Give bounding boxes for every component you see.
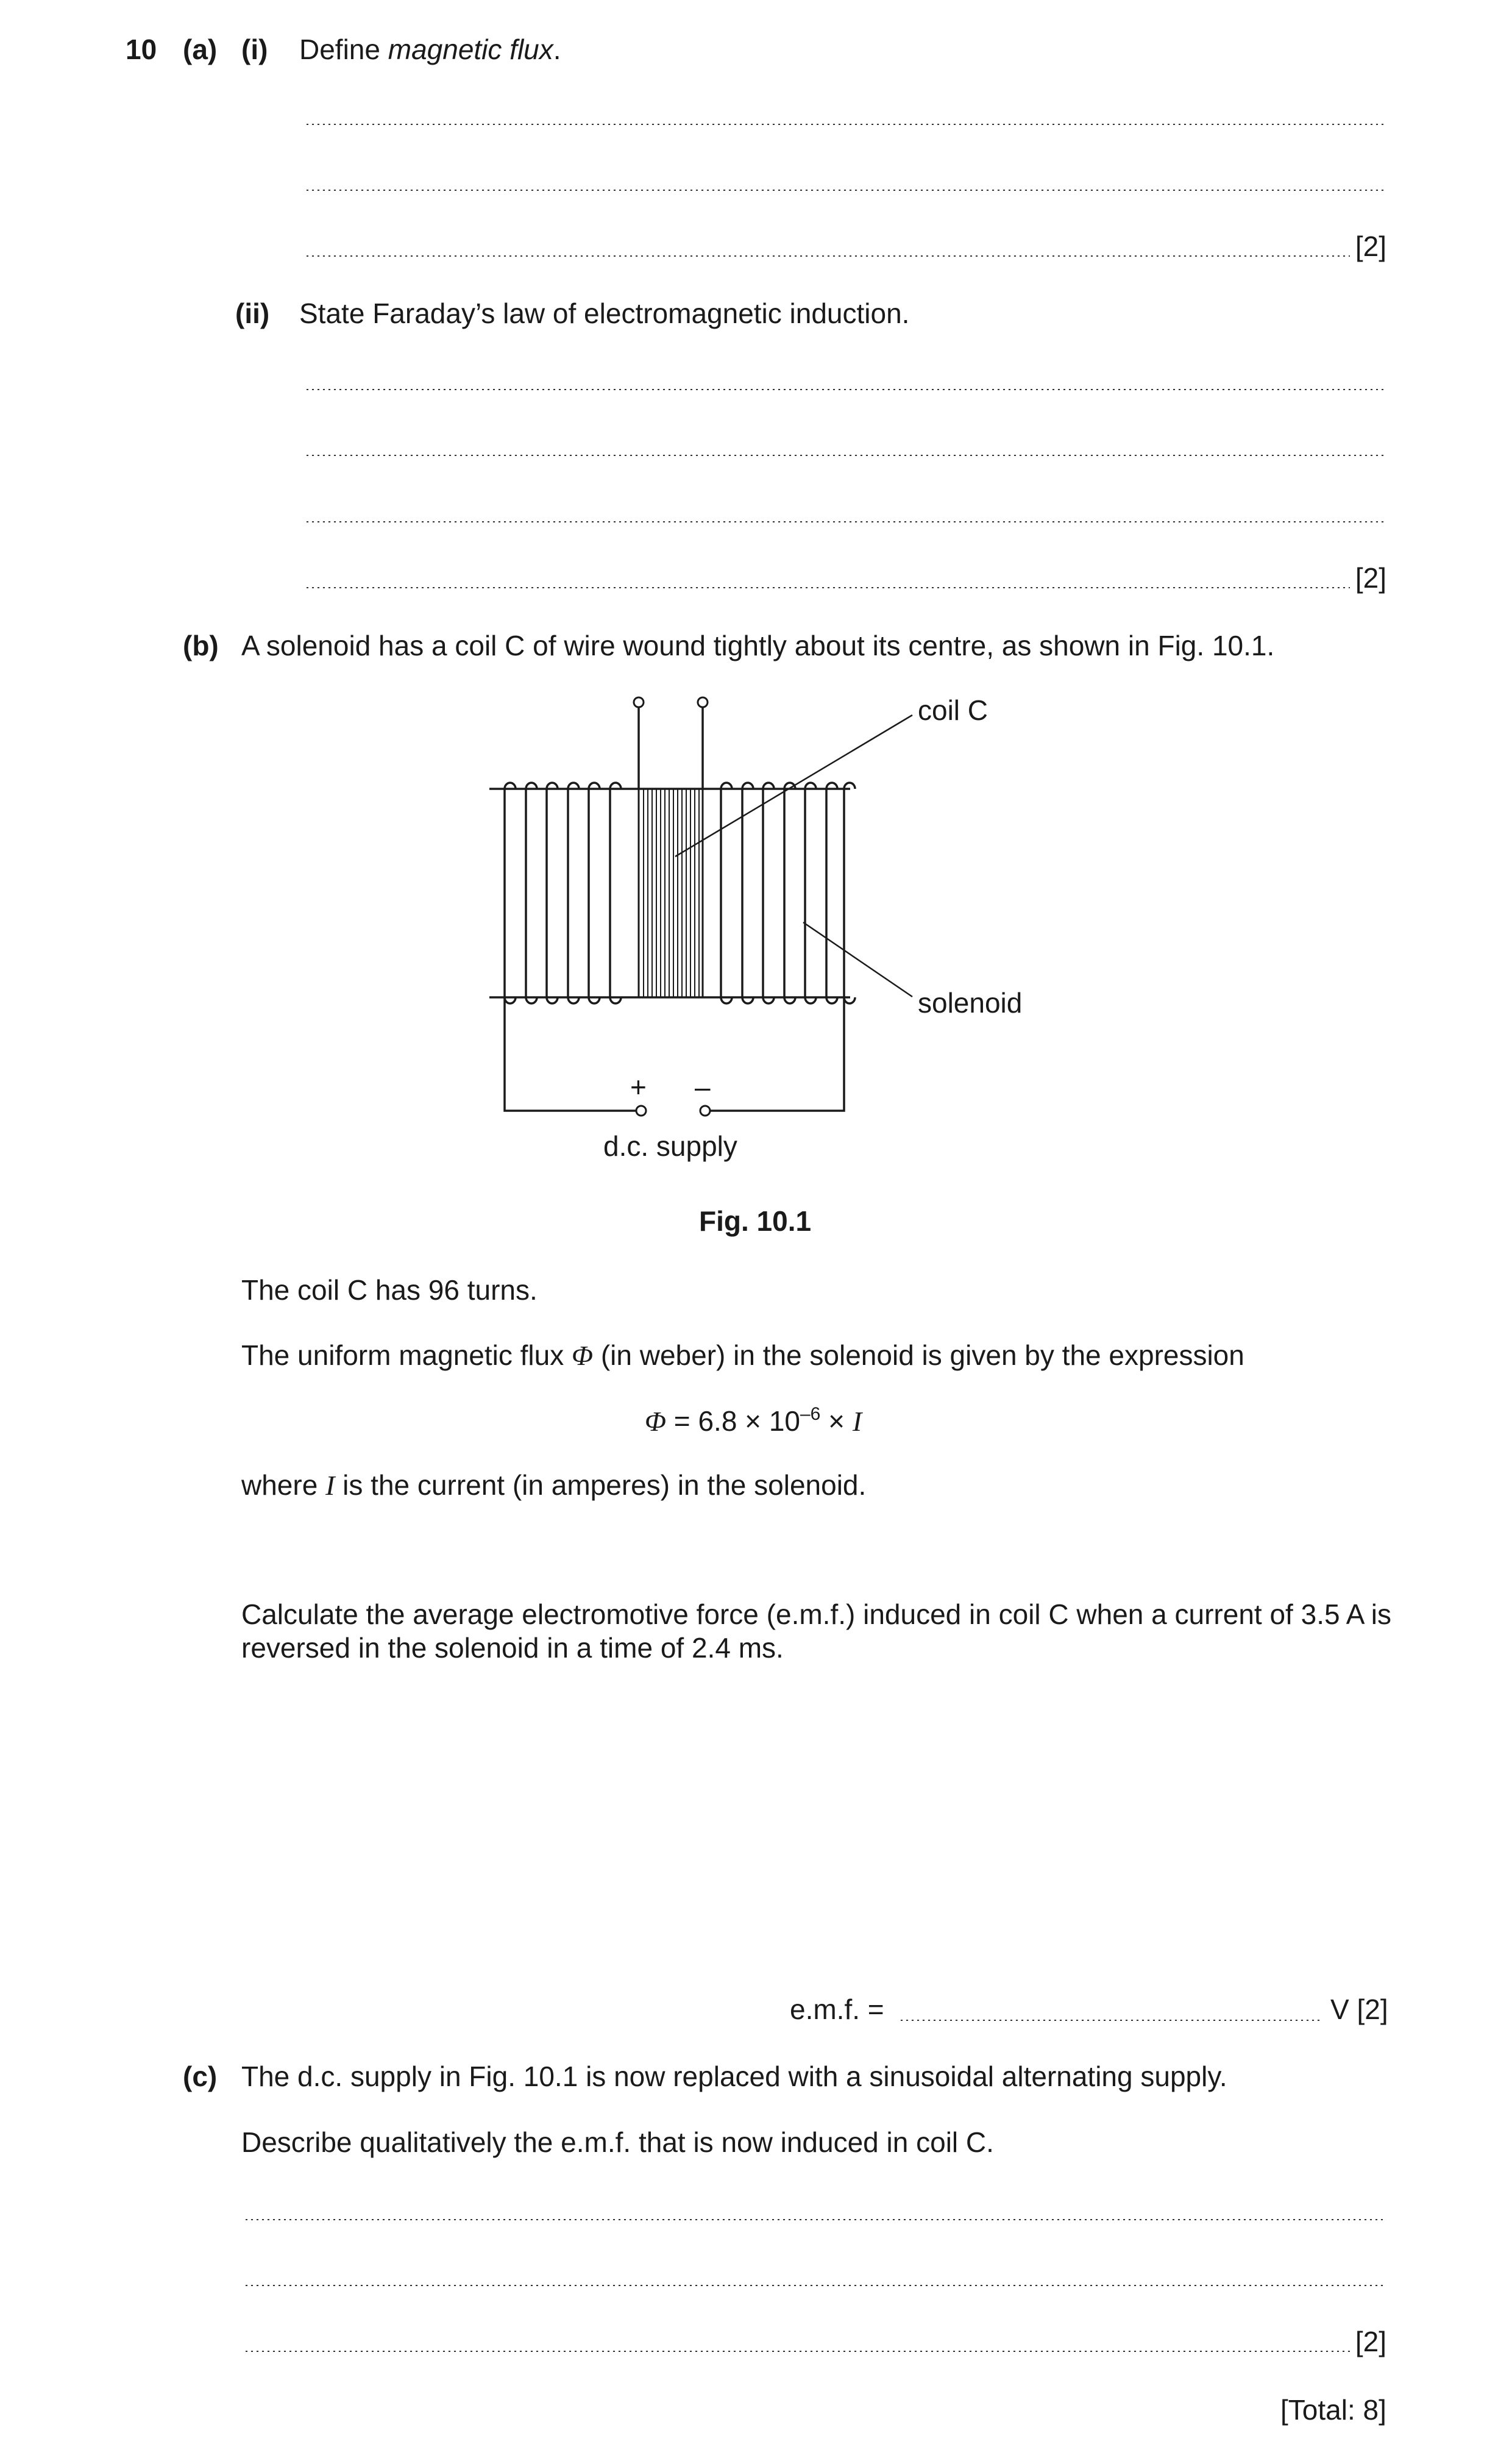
calc-text-line-1: Calculate the average electromotive force (e.m.f.) induced in coil C when a current of 3.5 A is bbox=[241, 1598, 1391, 1630]
part-a-ii-label: (ii) bbox=[235, 297, 270, 329]
question-number: 10 bbox=[126, 34, 157, 65]
solenoid-leader-line bbox=[803, 922, 912, 997]
label-plus: + bbox=[630, 1071, 647, 1103]
part-a-i-prompt: Define magnetic flux. bbox=[299, 34, 561, 65]
part-c-label: (c) bbox=[183, 2061, 218, 2092]
answer-line-c-2[interactable] bbox=[244, 2262, 1386, 2290]
supply-terminal-minus bbox=[700, 1106, 710, 1116]
part-a-label: (a) bbox=[183, 34, 218, 65]
label-dc-supply: d.c. supply bbox=[603, 1130, 737, 1162]
total-marks: [Total: 8] bbox=[1280, 2394, 1386, 2426]
coil-c-terminal-left bbox=[634, 697, 644, 707]
where-text: where I is the current (in amperes) in the solenoid. bbox=[241, 1469, 867, 1501]
label-coil-c: coil C bbox=[918, 694, 988, 726]
part-b-intro: A solenoid has a coil C of wire wound tightly about its centre, as shown in Fig. 10.1. bbox=[241, 630, 1275, 661]
label-minus: – bbox=[695, 1071, 711, 1103]
solenoid-diagram bbox=[489, 783, 855, 1003]
mark-a-ii: [2] bbox=[1355, 562, 1386, 594]
supply-terminal-plus bbox=[636, 1106, 646, 1116]
part-c-text-2: Describe qualitatively the e.m.f. that is now induced in coil C. bbox=[241, 2126, 994, 2158]
mark-a-i: [2] bbox=[1355, 230, 1386, 262]
emf-answer-label: e.m.f. = bbox=[790, 1993, 884, 2025]
mark-c: [2] bbox=[1355, 2326, 1386, 2357]
part-a-ii-prompt: State Faraday’s law of electromagnetic induction. bbox=[299, 297, 910, 329]
emf-answer-unit: V [2] bbox=[1330, 1993, 1388, 2025]
answer-line-c-3[interactable] bbox=[244, 2328, 1386, 2356]
part-b-label: (b) bbox=[183, 630, 219, 661]
label-solenoid: solenoid bbox=[918, 987, 1023, 1019]
coil-turns-text: The coil C has 96 turns. bbox=[241, 1274, 538, 1306]
flux-symbol: Φ bbox=[572, 1340, 594, 1371]
coil-c-leader-line bbox=[675, 715, 912, 857]
figure-caption: Fig. 10.1 bbox=[699, 1205, 812, 1237]
calc-text-line-2: reversed in the solenoid in a time of 2.4 ms. bbox=[241, 1632, 784, 1664]
answer-line-c-1[interactable] bbox=[244, 2196, 1386, 2224]
supply-wire-left bbox=[505, 997, 636, 1111]
part-a-i-label: (i) bbox=[241, 34, 268, 65]
flux-equation: $\Phi = 6.8 \times 10^{-6} \times I$ bbox=[645, 1404, 862, 1437]
supply-wire-right bbox=[710, 997, 844, 1111]
emf-answer-line[interactable] bbox=[899, 2020, 1322, 2021]
part-c-text-1: The d.c. supply in Fig. 10.1 is now replaced with a sinusoidal alternating supply. bbox=[241, 2061, 1227, 2092]
term-magnetic-flux: magnetic flux bbox=[388, 34, 553, 65]
coil-c-terminal-right bbox=[698, 697, 708, 707]
flux-text: The uniform magnetic flux Φ (in weber) in the solenoid is given by the expression bbox=[241, 1339, 1244, 1371]
